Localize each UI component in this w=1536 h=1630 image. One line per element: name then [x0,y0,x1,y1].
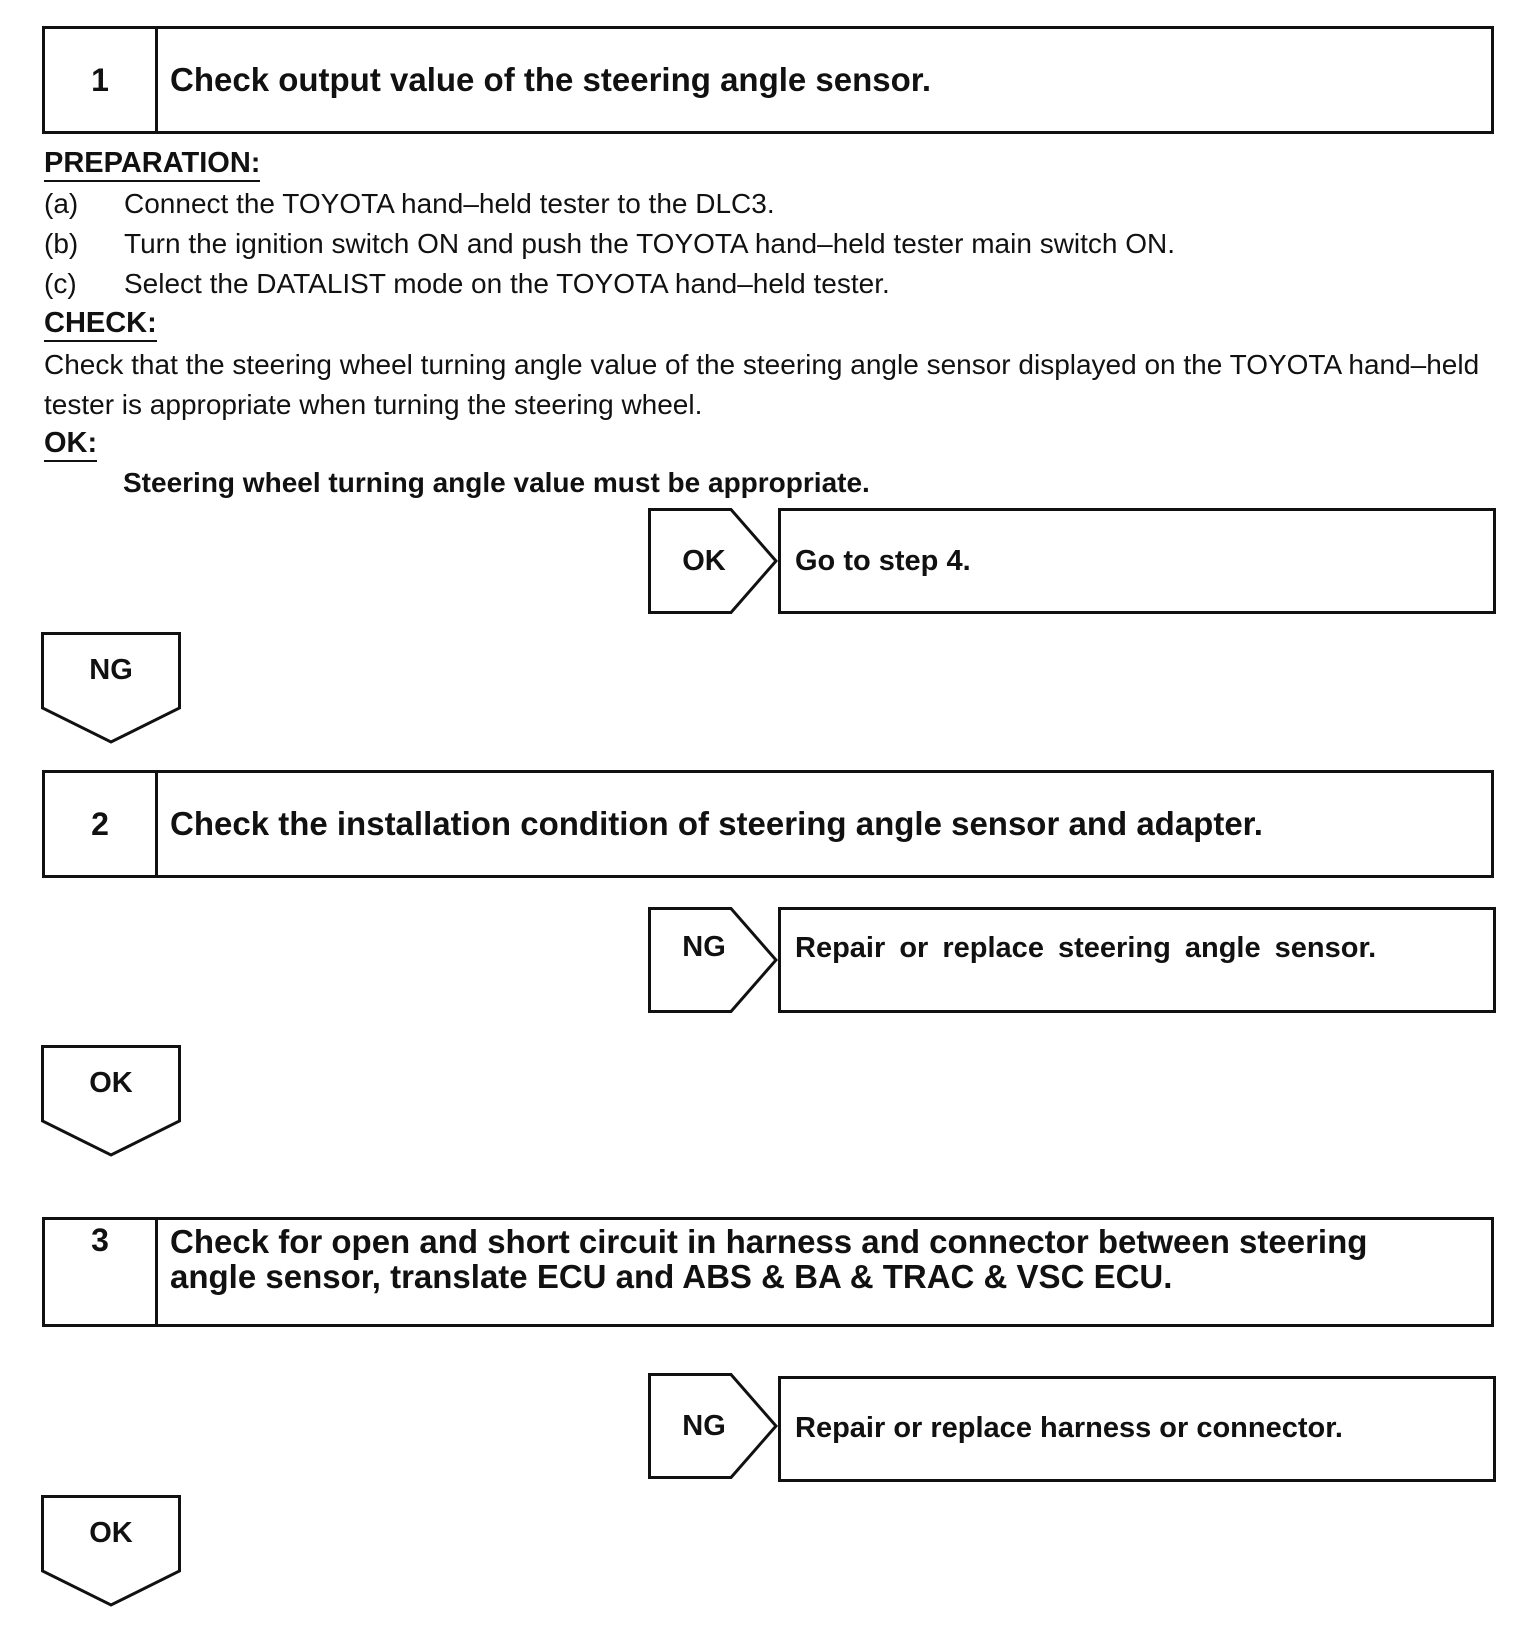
branch-ng-arrow [648,907,778,1013]
item-label: (b) [44,228,79,259]
step-title-line-2: angle sensor, translate ECU and ABS & BA & TRAC & VSC ECU. [170,1258,1173,1295]
item-text: Select the DATALIST mode on the TOYOTA hand–held tester. [124,268,890,299]
preparation-item-c [44,267,890,301]
step-title [158,1220,1491,1324]
down-label: OK [89,1067,133,1099]
step-3-header [42,1217,1494,1327]
result-box: Go to step 4. [778,508,1496,614]
arrow-down-icon [41,632,181,744]
branch-ng-arrow [648,1373,778,1479]
check-text: Check that the steering wheel turning angle value of the steering angle sensor displayed on the TOYOTA hand–held tester is appropriate when turning the steering wheel. [44,349,1480,420]
down-label: OK [89,1517,133,1549]
branch-label: NG [682,931,726,963]
down-arrow-ok [41,1495,181,1607]
item-label: (c) [44,268,77,299]
down-arrow-ng [41,632,181,744]
step-number: 2 [45,773,158,875]
down-label: NG [89,654,133,686]
step-title: Check output value of the steering angle sensor. [170,61,931,98]
down-arrow-ok [41,1045,181,1157]
item-text: Connect the TOYOTA hand–held tester to the DLC3. [124,188,775,219]
result-box: Repair or replace steering angle sensor. [778,907,1496,1013]
check-heading: CHECK: [44,306,157,342]
preparation-item-a [44,187,775,221]
step-number: 1 [45,29,158,131]
item-label: (a) [44,188,79,219]
step-number: 3 [45,1220,158,1324]
branch-ok-arrow [648,508,778,614]
preparation-heading: PREPARATION: [44,146,260,182]
branch-label: NG [682,1410,726,1442]
result-box: Repair or replace harness or connector. [778,1376,1496,1482]
ok-requirement: Steering wheel turning angle value must be appropriate. [123,467,870,498]
branch-label: OK [682,545,726,577]
arrow-down-icon [41,1495,181,1607]
step-title-line-1: Check for open and short circuit in harness and connector between steering [170,1223,1368,1260]
step-title: Check the installation condition of steering angle sensor and adapter. [170,805,1263,842]
item-text: Turn the ignition switch ON and push the TOYOTA hand–held tester main switch ON. [124,228,1176,259]
step-2-header [42,770,1494,878]
arrow-down-icon [41,1045,181,1157]
step-1-header [42,26,1494,134]
preparation-item-b [44,227,1175,261]
ok-heading: OK: [44,426,97,462]
